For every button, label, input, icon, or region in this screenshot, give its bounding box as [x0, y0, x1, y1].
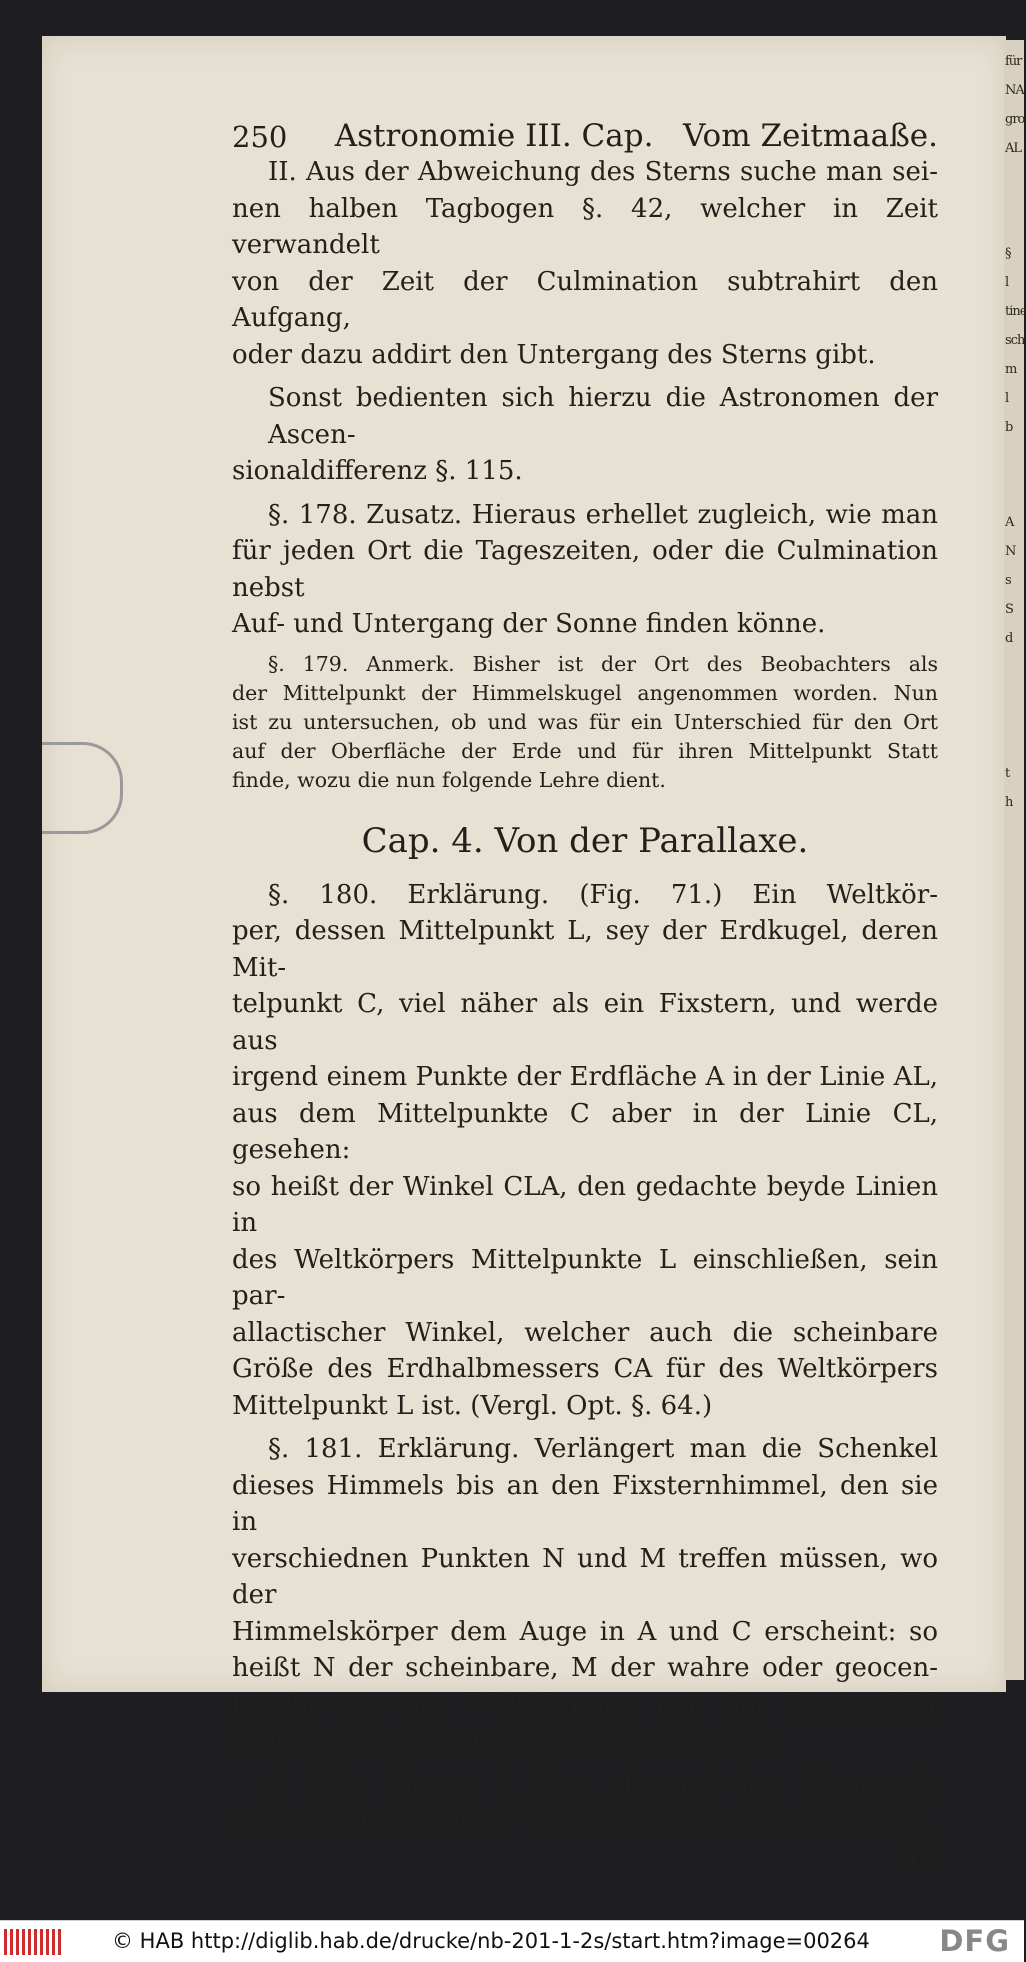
text-line: irgend einem Punkte der Erdfläche A in der Linie AL, [232, 1062, 938, 1092]
text-line: §. 180. Erklärung. (Fig. 71.) Ein Weltkör- [268, 879, 938, 910]
paragraph-182 [232, 1767, 938, 1840]
facing-fragment: gro [1005, 112, 1025, 127]
text-line: nen halben Tagbogen §. 42, welcher in Zeit verwandelt [232, 193, 938, 260]
text-line: heißt N der scheinbare, M der wahre oder geocen- [232, 1653, 938, 1683]
text-line: sionaldifferenz §. 115. [232, 456, 523, 486]
facing-fragment: m [1005, 362, 1017, 377]
text-line: per, dessen Mittelpunkt L, sey der Erdkugel, deren Mit- [232, 916, 938, 983]
footer-bar [0, 1920, 1024, 1962]
paragraph-II [232, 154, 938, 373]
text-line: Himmelskörper dem Auge in A und C erscheint: so [232, 1616, 938, 1647]
text-line: finde, wozu die nun folgende Lehre dient. [232, 767, 666, 792]
text-line: allactischer Winkel, welcher auch die scheinbare [232, 1317, 938, 1348]
facing-fragment: tine [1005, 304, 1026, 319]
text-line: Sonst bedienten sich hierzu die Astronomen der Ascen- [268, 383, 938, 450]
text-line: Auf- und Untergang der Sonne finden könne. [232, 609, 826, 639]
text-line: Mittelpunkt L ist. (Vergl. Opt. §. 64.) [232, 1390, 713, 1421]
text-line: der Mittelpunkt der Himmelskugel angenommen worden. Nun [232, 680, 938, 705]
facing-fragment: d [1005, 631, 1013, 646]
facing-fragment: b [1005, 420, 1013, 435]
text-line: aus dem Mittelpunkte C aber in der Linie CL, gesehen: [232, 1098, 938, 1165]
running-header [232, 108, 938, 154]
text-line: auf der Oberfläche der Erde und für ihren Mittelpunkt Statt [232, 738, 938, 763]
text-line: ist zu untersuchen, ob und was für ein Unterschied für den Ort [232, 709, 938, 734]
facing-fragment: s [1005, 573, 1011, 588]
paragraph-sonst [232, 380, 938, 490]
source-credit[interactable]: © HAB http://diglib.hab.de/drucke/nb-201-1-2s/start.htm?image=00264 [112, 1929, 870, 1953]
barcode-icon [4, 1929, 64, 1955]
facing-fragment: § [1005, 246, 1011, 261]
facing-fragment: sch [1005, 333, 1025, 348]
paragraph-181 [232, 1431, 938, 1760]
facing-fragment: S [1005, 602, 1013, 617]
page-text [232, 108, 938, 1876]
facing-fragment: t [1005, 766, 1010, 781]
text-line: des Weltkörpers Mittelpunkte L einschließen, sein par- [232, 1244, 938, 1311]
text-line: dieses Himmels bis an den Fixsternhimmel, den sie in [232, 1470, 938, 1537]
text-line: trische Ort des Weltkörpers, und der Bogen NM [232, 1689, 938, 1720]
text-line: telpunkt C, viel näher als ein Fixstern, und werde aus [232, 989, 938, 1056]
text-line: so heißt der Winkel CLA, den gedachte beyde Linien in [232, 1171, 938, 1238]
chapter-title: Cap. 4. Von der Parallaxe. [361, 820, 809, 861]
text-line: §. 179. Anmerk. Bisher ist der Ort des Beobachters als [268, 651, 938, 676]
facing-fragment: AL [1005, 141, 1022, 156]
text-line: §. 182. Zusatz 1. Der Abstand des Körpers L [268, 1769, 938, 1800]
text-line: II. Aus der Abweichung des Sterns suche man sei- [268, 157, 938, 187]
text-line: von der Zeit der Culmination subtrahirt den Aufgang, [232, 266, 938, 333]
text-line: zwischen diesen Punkten seine Parallaxe. [232, 1726, 781, 1756]
text-line: Größe des Erdhalbmessers CA für des Weltkörpers [232, 1354, 938, 1384]
text-line: für jeden Ort die Tageszeiten, oder die Culmination nebst [232, 536, 938, 603]
catchword: für [899, 1842, 938, 1873]
facing-fragment: h [1005, 795, 1013, 810]
page-number: 250 [232, 120, 288, 154]
facing-fragment: l [1005, 275, 1009, 290]
facing-fragment: NA [1005, 83, 1024, 98]
facing-page-edge [1004, 40, 1024, 1680]
text-line: §. 181. Erklärung. Verlängert man die Schenkel [268, 1434, 938, 1464]
facing-fragment: l [1005, 391, 1009, 406]
book-clip [42, 742, 123, 834]
facing-fragment: N [1005, 544, 1016, 559]
paragraph-179-note [232, 650, 938, 795]
text-line: oder dazu addirt den Untergang des Sterns gibt. [232, 339, 876, 370]
paragraph-180 [232, 877, 938, 1425]
facing-fragment: für [1005, 54, 1022, 69]
paragraph-178 [232, 497, 938, 643]
text-line: verschiednen Punkten N und M treffen müssen, wo der [232, 1543, 938, 1610]
text-line: §. 178. Zusatz. Hieraus erhellet zugleich, wie man [268, 499, 938, 530]
dfg-logo: DFG [939, 1924, 1010, 1958]
facing-fragment: A [1005, 515, 1014, 530]
running-head: Astronomie III. Cap. Vom Zeitmaaße. [334, 118, 938, 154]
text-line: vom Scheitel Z ist für das Auge in A der Winkel NAZ, [232, 1806, 938, 1836]
